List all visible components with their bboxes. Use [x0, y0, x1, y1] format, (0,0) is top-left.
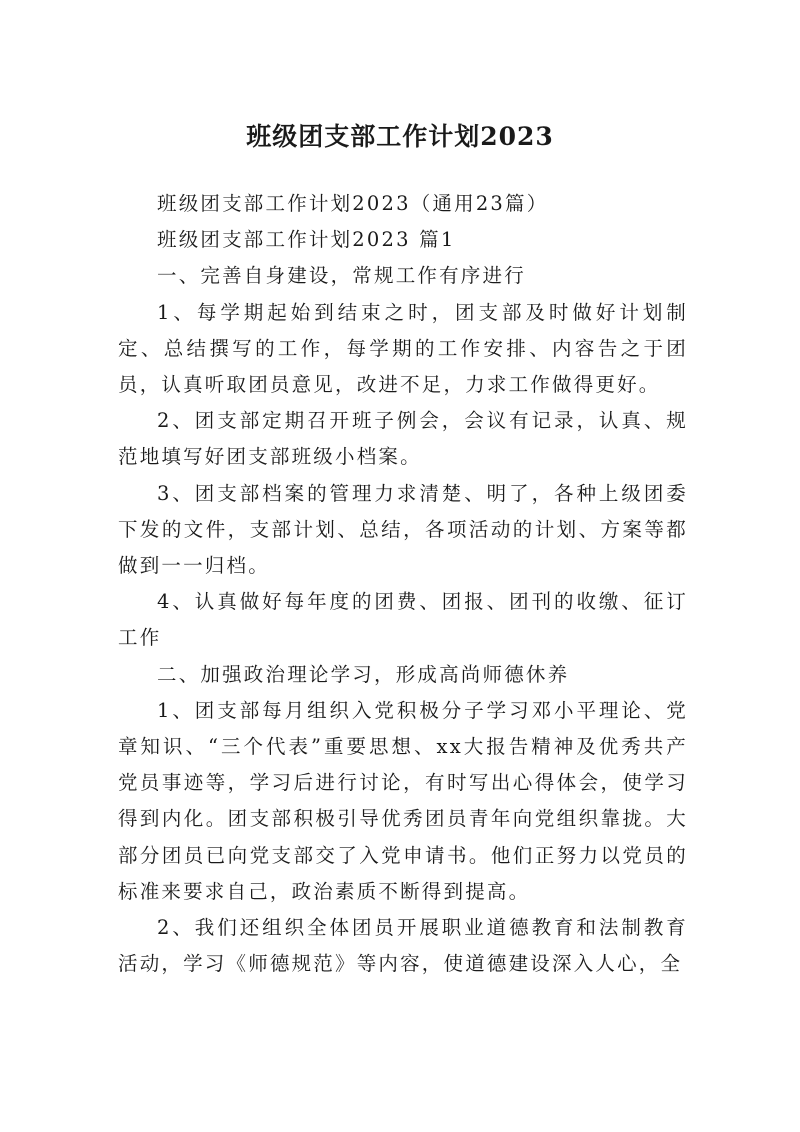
article-heading: 班级团支部工作计划2023 篇1 [157, 228, 456, 252]
paragraph-1-1: 1、每学期起始到结束之时，团支部及时做好计划制定、总结撰写的工作，每学期的工作安排、内容告之于团员，认真听取团员意见，改进不足，力求工作做得更好。 [118, 300, 688, 397]
document-body [118, 186, 688, 982]
paragraph-1-4: 4、认真做好每年度的团费、团报、团刊的收缴、征订工作 [118, 590, 688, 650]
section-heading-1: 一、完善自身建设，常规工作有序进行 [157, 264, 526, 288]
document-title: 班级团支部工作计划2023 [246, 121, 554, 151]
paragraph-1-2: 2、团支部定期召开班子例会，会议有记录，认真、规范地填写好团支部班级小档案。 [118, 409, 688, 469]
document-subtitle: 班级团支部工作计划2023（通用23篇） [157, 192, 549, 215]
paragraph-2-1: 1、团支部每月组织入党积极分子学习邓小平理论、党章知识、“三个代表”重要思想、xx大报告精神及优秀共产党员事迹等，学习后进行讨论，有时写出心得体会，使学习得到内化。团支部积极引导优秀团员青年向党组织靠拢。大部分团员已向党支部交了入党申请书。他们正努力以党员的标准来要求自己，政治素质不断得到提高。 [118, 698, 688, 903]
paragraph-1-3: 3、团支部档案的管理力求清楚、明了，各种上级团委下发的文件，支部计划、总结，各项活动的计划、方案等都做到一一归档。 [118, 481, 688, 578]
section-heading-2: 二、加强政治理论学习，形成高尚师德休养 [157, 662, 570, 686]
paragraph-2-2: 2、我们还组织全体团员开展职业道德教育和法制教育活动，学习《师德规范》等内容，使道德建设深入人心，全 [118, 916, 688, 976]
